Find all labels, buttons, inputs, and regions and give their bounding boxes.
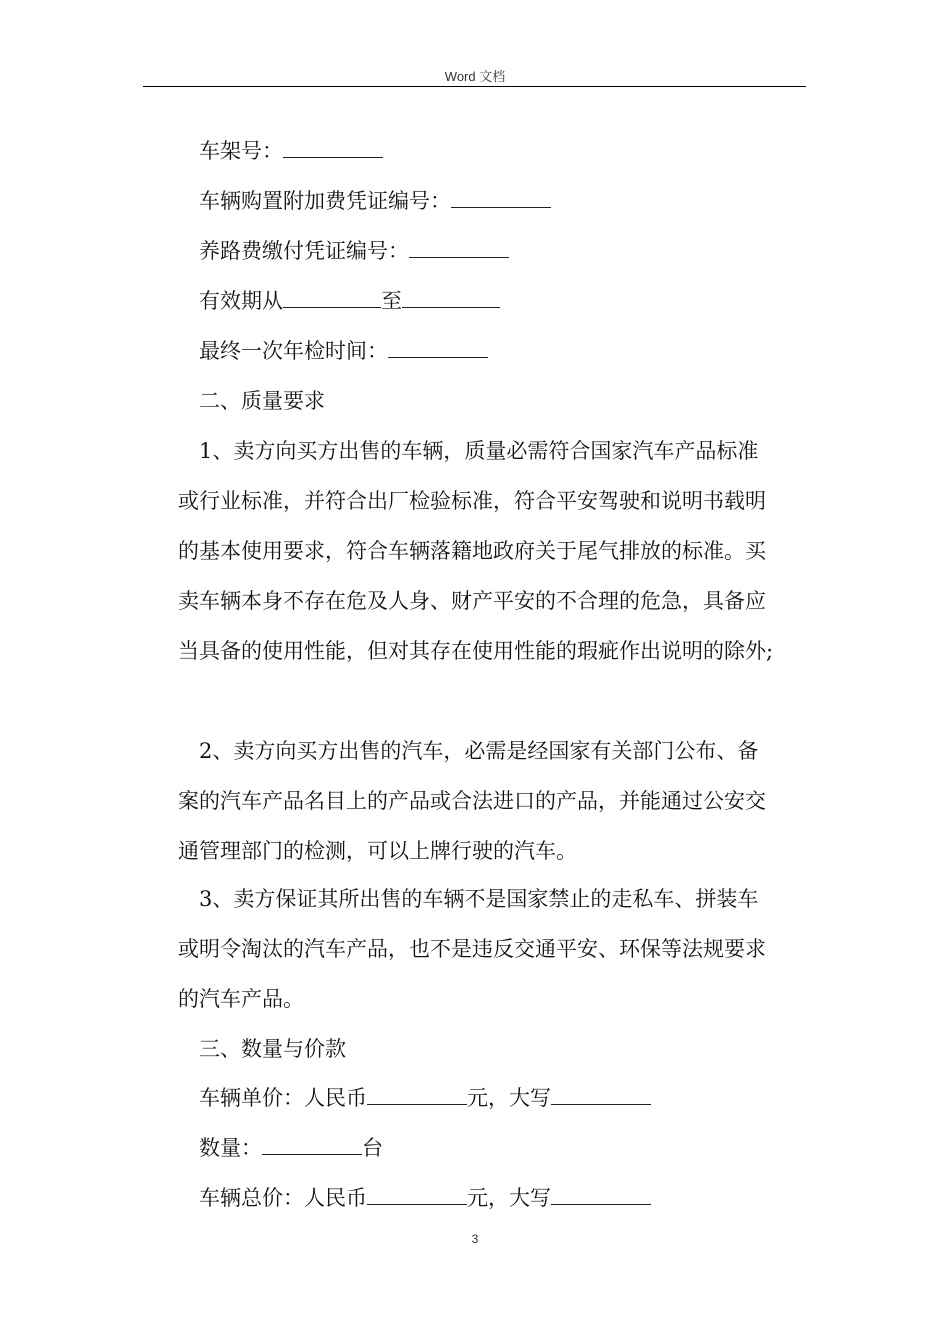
quantity-blank[interactable]	[262, 1136, 362, 1155]
validity-line	[199, 288, 500, 314]
road-fee-blank[interactable]	[409, 239, 509, 258]
total-price-line	[199, 1185, 651, 1211]
total-price-label: 车辆总价：人民币	[199, 1186, 367, 1210]
total-price-yuan-label: 元，大写	[467, 1186, 551, 1210]
quantity-line	[199, 1135, 383, 1161]
purchase-tax-line	[199, 188, 551, 214]
unit-price-line	[199, 1085, 651, 1111]
page-header: Word 文档	[444, 69, 506, 84]
page-number: 3	[471, 1232, 479, 1246]
paragraph-line: 的基本使用要求，符合车辆落籍地政府关于尾气排放的标准。买	[178, 539, 766, 563]
road-fee-label: 养路费缴付凭证编号：	[199, 239, 409, 263]
valid-to-blank[interactable]	[402, 289, 500, 308]
valid-from-blank[interactable]	[283, 289, 381, 308]
paragraph-line: 2、卖方向买方出售的汽车，必需是经国家有关部门公布、备	[199, 739, 759, 763]
valid-to-label: 至	[381, 289, 402, 313]
purchase-tax-blank[interactable]	[451, 189, 551, 208]
section-heading-quality: 二、质量要求	[199, 389, 325, 413]
section-heading-quantity-price: 三、数量与价款	[199, 1037, 346, 1061]
paragraph-line: 当具备的使用性能，但对其存在使用性能的瑕疵作出说明的除外;	[178, 639, 774, 663]
last-inspection-line	[199, 338, 488, 364]
quantity-unit: 台	[362, 1136, 383, 1160]
paragraph-line: 3、卖方保证其所出售的车辆不是国家禁止的走私车、拼装车	[199, 887, 759, 911]
frame-number-line	[199, 138, 383, 164]
total-price-capital-blank[interactable]	[551, 1186, 651, 1205]
paragraph-line: 的汽车产品。	[178, 987, 304, 1011]
unit-price-label: 车辆单价：人民币	[199, 1086, 367, 1110]
paragraph-line: 或行业标准，并符合出厂检验标准，符合平安驾驶和说明书载明	[178, 489, 766, 513]
header-divider	[143, 86, 806, 87]
road-fee-line	[199, 238, 509, 264]
paragraph-line: 通管理部门的检测，可以上牌行驶的汽车。	[178, 839, 577, 863]
last-inspection-label: 最终一次年检时间：	[199, 339, 388, 363]
last-inspection-blank[interactable]	[388, 339, 488, 358]
frame-number-blank[interactable]	[283, 139, 383, 158]
unit-price-blank[interactable]	[367, 1086, 467, 1105]
quantity-label: 数量：	[199, 1136, 262, 1160]
paragraph-line: 案的汽车产品名目上的产品或合法进口的产品，并能通过公安交	[178, 789, 766, 813]
valid-from-label: 有效期从	[199, 289, 283, 313]
frame-number-label: 车架号：	[199, 139, 283, 163]
purchase-tax-label: 车辆购置附加费凭证编号：	[199, 189, 451, 213]
paragraph-line: 或明令淘汰的汽车产品，也不是违反交通平安、环保等法规要求	[178, 937, 766, 961]
unit-price-yuan-label: 元，大写	[467, 1086, 551, 1110]
total-price-blank[interactable]	[367, 1186, 467, 1205]
paragraph-line: 卖车辆本身不存在危及人身、财产平安的不合理的危急，具备应	[178, 589, 766, 613]
unit-price-capital-blank[interactable]	[551, 1086, 651, 1105]
paragraph-line: 1、卖方向买方出售的车辆，质量必需符合国家汽车产品标准	[199, 439, 759, 463]
